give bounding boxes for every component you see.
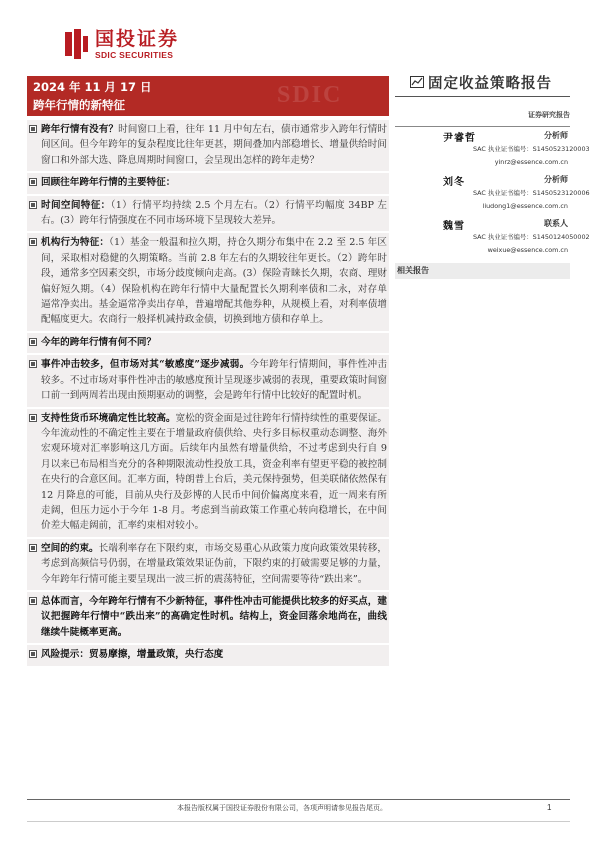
bullet-icon xyxy=(29,650,37,658)
logo-english-name: SDIC SECURITIES xyxy=(95,50,174,60)
section-heading-difference xyxy=(27,333,389,353)
analyst-sidebar xyxy=(395,110,590,279)
analyst-name: 魏雪 xyxy=(443,221,465,232)
report-type-heading xyxy=(410,72,570,92)
report-body xyxy=(27,120,389,668)
bullet-icon xyxy=(29,544,37,552)
paragraph-text: 今年跨年行情期间，事件性冲击较多。不过市场对事件性冲击的敏感度预计呈现逐步减弱的表现，重要政策时间窗口前一到两周若出现由预期驱动的调整，会是跨年行情中比较好的配置时机。 xyxy=(41,359,387,402)
section-heading-review xyxy=(27,173,389,193)
bullet-icon xyxy=(29,125,37,133)
paragraph-text: 长端利率存在下限约束，市场交易重心从政策力度向政策效果转移，考虑到高频信号仍弱，在增量政策效果证伪前，下限约束的打破需要足够的力量，今年跨年行情可能主要呈现出一波三折的震荡特征，空间需要等待“跌出来”。 xyxy=(41,542,388,585)
paragraph-lead: 风险提示：贸易摩擦，增量政策，央行态度 xyxy=(41,649,224,661)
bullet-icon xyxy=(29,201,37,209)
paragraph-space-constraint xyxy=(27,539,389,590)
company-logo xyxy=(63,23,179,65)
section-heading-text: 回顾往年跨年行情的主要特征： xyxy=(41,177,176,189)
logo-chinese-name: 国投证券 xyxy=(95,28,180,50)
bullet-icon xyxy=(29,414,37,422)
paragraph-risk xyxy=(27,645,389,665)
banner-watermark: SDIC xyxy=(277,82,343,108)
paragraph-text: （1）基金一般温和拉久期，持仓久期分布集中在 2.2 至 2.5 年区间，采取相对稳健的久期策略。当前 2.8 年左右的久期较往年更长。（2）跨年时段，通常多空因素交织，市场分歧度倾向走高。(3）保险青睐长久期，农商、理财偏好短久期。（4）保险机构在跨年行情中大量配置长久期利率债和二永，对存单逼常净卖出。基金逼常净卖出存单，普遍增配其他券种，从规模上看，对利率债增配幅度更大。农商行一般择机减持政金债，切换到地方债和存单上。 xyxy=(41,237,387,326)
bullet-icon xyxy=(29,360,37,368)
paragraph-text: 宽松的资金面是过往跨年行情持续性的重要保证。今年流动性的不确定性主要在于增量政府债供给、央行多目标权重动态调整、海外宏观环境对汇率影响这几方面。后续年内虽然有增量供给，不过考虑到央行自 9 月以来已布局相当充分的各种期限流动性投放工具，资金利率有望更平稳的被控制在央行的合意区间。汇率方面，特朗普上台后，美元保持强势，但美联储依然保有 12 月降息的可能，目前从央行及彭博的人民币中间价偏离度来看，近一周来有所走阔，但压力远小于今年 1-8 月。考虑到当前政策工作重心转向稳增长，在中间价差大幅走阔前，汇率约束相对较小。 xyxy=(41,412,387,532)
footer-disclaimer: 本报告版权属于国投证券股份有限公司，各项声明请参见报告尾页。 xyxy=(177,804,387,812)
paragraph-event-shock xyxy=(27,355,389,406)
analyst-role: 分析师 xyxy=(544,175,568,184)
analyst-entry xyxy=(395,215,590,259)
bullet-icon xyxy=(29,238,37,246)
analyst-email[interactable]: yinrz@essence.com.cn xyxy=(494,158,568,166)
analyst-email[interactable]: liudong1@essence.com.cn xyxy=(482,202,568,210)
report-type-label: 固定收益策略报告 xyxy=(428,75,552,92)
bullet-icon xyxy=(29,178,37,186)
bullet-icon xyxy=(29,597,37,605)
analyst-entry xyxy=(395,127,590,171)
footer-divider xyxy=(27,799,570,800)
analyst-role: 分析师 xyxy=(544,131,568,140)
analyst-cert: SAC 执业证书编号：S1450523120003 xyxy=(473,145,590,153)
paragraph-lead: 机构行为特征： xyxy=(41,237,110,249)
page-number: 1 xyxy=(547,803,552,812)
paragraph-conclusion xyxy=(27,592,389,643)
section-heading-text: 今年的跨年行情有何不同？ xyxy=(41,336,157,348)
paragraph-institution-behavior xyxy=(27,233,389,330)
analyst-role: 联系人 xyxy=(544,219,568,228)
logo-mark-icon xyxy=(63,28,89,60)
paragraph-time-space xyxy=(27,196,389,232)
related-reports-heading: 相关报告 xyxy=(395,263,570,279)
footer-divider-bottom xyxy=(27,821,570,822)
analyst-cert: SAC 执业证书编号：S1450124050002 xyxy=(473,233,590,241)
analyst-cert: SAC 执业证书编号：S1450523120006 xyxy=(473,189,590,197)
paragraph-lead: 总体而言，今年跨年行情有不少新特征，事件性冲击可能提供比较多的好买点，建议把握跨年行情中“跌出来”的高确定性时机。结构上，资金回落余地尚在，曲线继续牛陡概率更高。 xyxy=(41,595,387,638)
report-type-divider xyxy=(395,96,570,97)
paragraph-intro xyxy=(27,120,389,171)
paragraph-monetary-environment xyxy=(27,409,389,537)
title-banner xyxy=(27,76,389,116)
paragraph-text: （1）行情平均持续 2.5 个月左右。（2）行情平均幅度 34BP 左右。(3）跨年行情强度在不同市场环境下呈现较大差异。 xyxy=(41,199,388,227)
sidebar-label: 证券研究报告 xyxy=(528,111,570,119)
report-title: 跨年行情的新特征 xyxy=(33,98,125,112)
paragraph-lead: 支持性货币环境确定性比较高。 xyxy=(41,412,176,424)
bullet-icon xyxy=(29,338,37,346)
analyst-name: 刘冬 xyxy=(443,177,465,188)
analyst-name: 尹睿哲 xyxy=(443,133,476,144)
paragraph-lead: 时间空间特征： xyxy=(41,199,111,211)
paragraph-lead: 空间的约束。 xyxy=(41,542,99,554)
analyst-entry xyxy=(395,171,590,215)
analyst-email[interactable]: weixue@essence.com.cn xyxy=(487,246,568,254)
chart-icon xyxy=(410,76,424,88)
paragraph-text: 时间窗口上看，往年 11 月中旬左右，债市通常步入跨年行情时间区间。但今年跨年的复杂程度比往年更甚，期间叠加内部稳增长、增量供给时间窗口和外部大选、降息周期时间窗口，会呈现出怎样的跨年走势？ xyxy=(41,124,387,166)
report-date: 2024 年 11 月 17 日 xyxy=(33,80,152,94)
paragraph-lead: 事件冲击较多，但市场对其“敏感度”逐步减弱。 xyxy=(41,359,250,371)
paragraph-lead: 跨年行情有没有？ xyxy=(41,124,119,135)
